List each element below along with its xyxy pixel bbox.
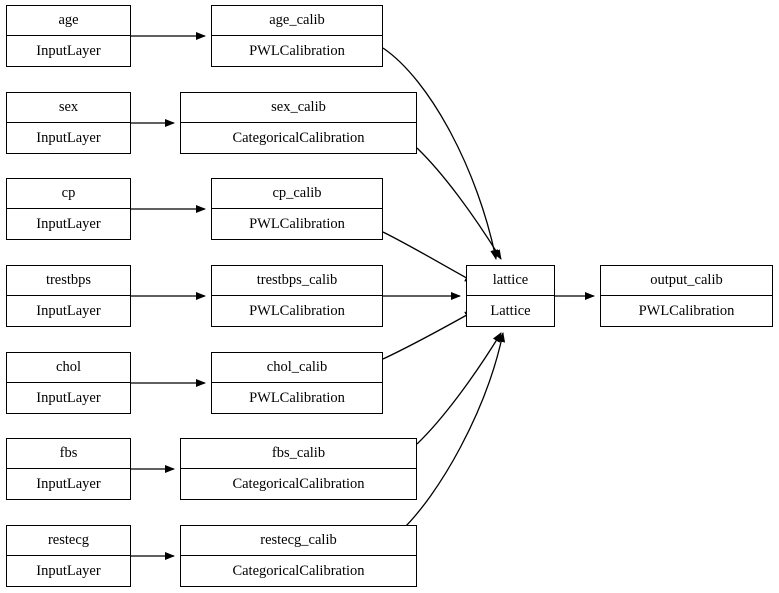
node-chol_calib-type: PWLCalibration — [249, 389, 345, 406]
node-chol_calib-title: chol_calib — [212, 353, 382, 383]
node-cp-title: cp — [7, 179, 130, 209]
node-cp_calib[interactable] — [211, 178, 383, 240]
node-chol[interactable] — [6, 352, 131, 414]
node-age_calib-type: PWLCalibration — [249, 42, 345, 59]
node-fbs_calib[interactable] — [180, 438, 417, 500]
node-sex_calib[interactable] — [180, 92, 417, 154]
node-sex-title: sex — [7, 93, 130, 123]
node-trestbps_calib-title: trestbps_calib — [212, 266, 382, 296]
node-sex_calib-type: CategoricalCalibration — [232, 129, 365, 146]
node-chol-title: chol — [7, 353, 130, 383]
node-trestbps-type: InputLayer — [36, 302, 101, 319]
node-chol-type: InputLayer — [36, 389, 101, 406]
node-output_calib-type: PWLCalibration — [638, 302, 735, 319]
node-sex-type: InputLayer — [36, 129, 101, 146]
node-lattice-type: Lattice — [490, 302, 531, 319]
node-trestbps[interactable] — [6, 265, 131, 327]
edge-restecg_calib-to-lattice — [400, 333, 503, 532]
node-restecg-title: restecg — [7, 526, 130, 556]
node-age-type: InputLayer — [36, 42, 101, 59]
node-cp_calib-type: PWLCalibration — [249, 215, 345, 232]
node-cp[interactable] — [6, 178, 131, 240]
edge-fbs_calib-to-lattice — [417, 333, 501, 444]
edge-sex_calib-to-lattice — [417, 148, 501, 259]
edge-cp_calib-to-lattice — [383, 232, 474, 282]
node-cp-type: InputLayer — [36, 215, 101, 232]
node-fbs_calib-type: CategoricalCalibration — [232, 475, 365, 492]
node-sex[interactable] — [6, 92, 131, 154]
node-chol_calib[interactable] — [211, 352, 383, 414]
node-fbs-type: InputLayer — [36, 475, 101, 492]
node-trestbps-title: trestbps — [7, 266, 130, 296]
node-restecg[interactable] — [6, 525, 131, 587]
node-fbs-title: fbs — [7, 439, 130, 469]
node-age_calib-title: age_calib — [212, 6, 382, 36]
node-lattice[interactable] — [466, 265, 555, 327]
node-restecg_calib-title: restecg_calib — [181, 526, 416, 556]
node-lattice-title: lattice — [467, 266, 554, 296]
node-age_calib[interactable] — [211, 5, 383, 67]
node-cp_calib-title: cp_calib — [212, 179, 382, 209]
node-restecg_calib[interactable] — [180, 525, 417, 587]
node-output_calib-title: output_calib — [601, 266, 772, 296]
edge-chol_calib-to-lattice — [383, 311, 474, 359]
node-age[interactable] — [6, 5, 131, 67]
node-trestbps_calib-type: PWLCalibration — [249, 302, 345, 319]
node-trestbps_calib[interactable] — [211, 265, 383, 327]
node-age-title: age — [7, 6, 130, 36]
node-output_calib[interactable] — [600, 265, 773, 327]
node-restecg-type: InputLayer — [36, 562, 101, 579]
node-fbs_calib-title: fbs_calib — [181, 439, 416, 469]
node-restecg_calib-type: CategoricalCalibration — [232, 562, 365, 579]
node-sex_calib-title: sex_calib — [181, 93, 416, 123]
node-fbs[interactable] — [6, 438, 131, 500]
